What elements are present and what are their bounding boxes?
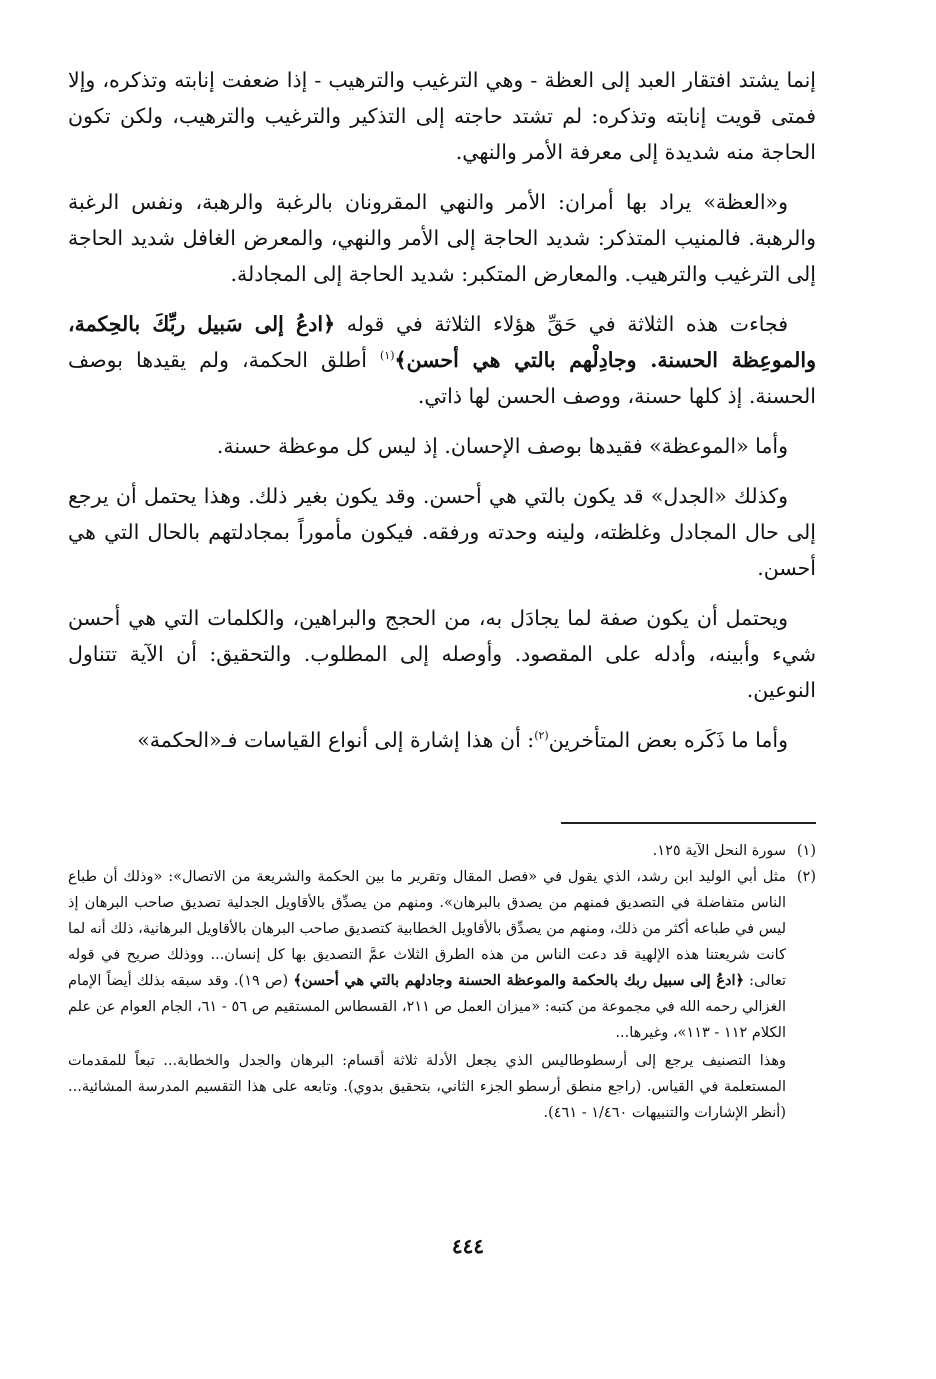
footnote-1-number: (١) [796, 843, 816, 859]
paragraph-2: و«العظة» يراد بها أمران: الأمر والنهي المقرونان بالرغبة والرهبة، ونفس الرغبة والرهبة. فالمنيب المتذكر: شديد الحاجة إلى الأمر والنهي، والمعرض الغافل شديد الحاجة إلى الترغيب والترهيب. والمعارض المتكبر: شديد الحاجة إلى المجادلة. [68, 190, 816, 286]
footnote-2-number: (٢) [796, 869, 816, 885]
paragraph-3-intro: فجاءت هذه الثلاثة في حَقِّ هؤلاء الثلاثة في قوله [335, 312, 789, 336]
paragraph-4: وأما «الموعظة» فقيدها بوصف الإحسان. إذ ليس كل موعظة حسنة. [216, 434, 788, 458]
footnote-2-continuation: وهذا التصنيف يرجع إلى أرسطوطاليس الذي يجعل الأدلة ثلاثة أقسام: البرهان والجدل والخطابة... تبعاً للمقدمات المستعلمة في القياس. (راجع منطق أرسطو الجزء الثاني، بتحقيق بدوي). وتابعه على هذا التقسيم المدرسة المشائية... (أنظر الإشارات والتنبيهات ١/٤٦٠ - ٤٦١). [68, 1053, 786, 1121]
footnote-1 [68, 838, 816, 864]
footnote-2-part-b: (ص ١٩). وقد سبقه بذلك أيضاً الإمام الغزالي رحمه الله في مجموعة من كتبه: «ميزان العمل ص ٢١١، القسطاس المستقيم ص ٥٦ - ٦١، الجام العوام عن علم الكلام ١١٢ - ١١٣»، وغيرها... [68, 973, 786, 1041]
paragraph-6: ويحتمل أن يكون صفة لما يجادَل به، من الحجج والبراهين، والكلمات التي هي أحسن شيء وأبينه، وأدله على المقصود. وأوصله إلى المطلوب. والتحقيق: أن الآية تتناول النوعين. [68, 606, 816, 702]
paragraph-3-rest: أطلق الحكمة، ولم يقيدها بوصف الحسنة. إذ كلها حسنة، ووصف الحسن لها ذاتي. [68, 348, 816, 408]
paragraph-5: وكذلك «الجدل» قد يكون بالتي هي أحسن. وقد يكون بغير ذلك. وهذا يحتمل أن يرجع إلى حال المجادل وغلظته، ولينه وحدته ورفقه. فيكون مأموراً بمجادلتهم بالحال التي هي أحسن. [68, 484, 816, 580]
page-number: ٤٤٤ [451, 1234, 485, 1258]
footnote-ref-2[interactable]: (٢) [534, 729, 549, 743]
footnote-1-text: سورة النحل الآية ١٢٥. [652, 843, 786, 859]
footnote-2 [68, 864, 816, 1126]
page-body [68, 62, 816, 772]
footnote-separator [561, 822, 816, 824]
footnote-ref-1[interactable]: (١) [380, 349, 395, 363]
paragraph-7-intro: وأما ما ذَكَره بعض المتأخرين [548, 728, 788, 752]
paragraph-1: إنما يشتد افتقار العبد إلى العظة - وهي الترغيب والترهيب - إذا ضعفت إنابته وتذكره، وإلا فمتى قويت إنابته وتذكره: لم تشتد حاجته إلى التذكير والترغيب والترهيب، ولكن تكون الحاجة منه شديدة إلى معرفة الأمر والنهي. [68, 68, 816, 164]
footnote-2-part-a: مثل أبي الوليد ابن رشد، الذي يقول في «فصل المقال وتقرير ما بين الحكمة والشريعة من الاتصال»: «وذلك أن طباع الناس متفاضلة في التصديق فمنهم من يصدق بالبرهان». ومنهم من يصدِّق بالأقاويل الجدلية تصديق صاحب البرهان إذ ليس في طباعه أكثر من ذلك، ومنهم من يصدِّق بالأقاويل الخطابية كتصديق صاحب البرهان بالأقاويل البرهانية، ذلك أنه لما كانت شريعتنا هذه الإلهية قد دعت الناس من هذه الطرق الثلاث عمَّ التصديق بها كل إنسان... ووذلك صريح في قوله تعالى: [68, 869, 786, 989]
footnote-2-text [68, 864, 786, 1046]
main-text [68, 62, 816, 758]
paragraph-7-rest: : أن هذا إشارة إلى أنواع القياسات فـ«الحكمة» [137, 728, 535, 752]
footnotes [68, 838, 816, 1126]
paragraph-3 [68, 306, 816, 414]
paragraph-7 [68, 722, 816, 758]
quran-verse: ﴿ادعُ إلى سَبيل ربِّكَ بالحِكمة، والموعِظة الحسنة. وجادِلْهم بالتي هي أحسن﴾ [68, 312, 816, 372]
footnote-2-quran: ﴿ادعُ إلى سبيل ربك بالحكمة والموعظة الحسنة وجادلهم بالتي هي أحسن﴾ [293, 972, 744, 989]
